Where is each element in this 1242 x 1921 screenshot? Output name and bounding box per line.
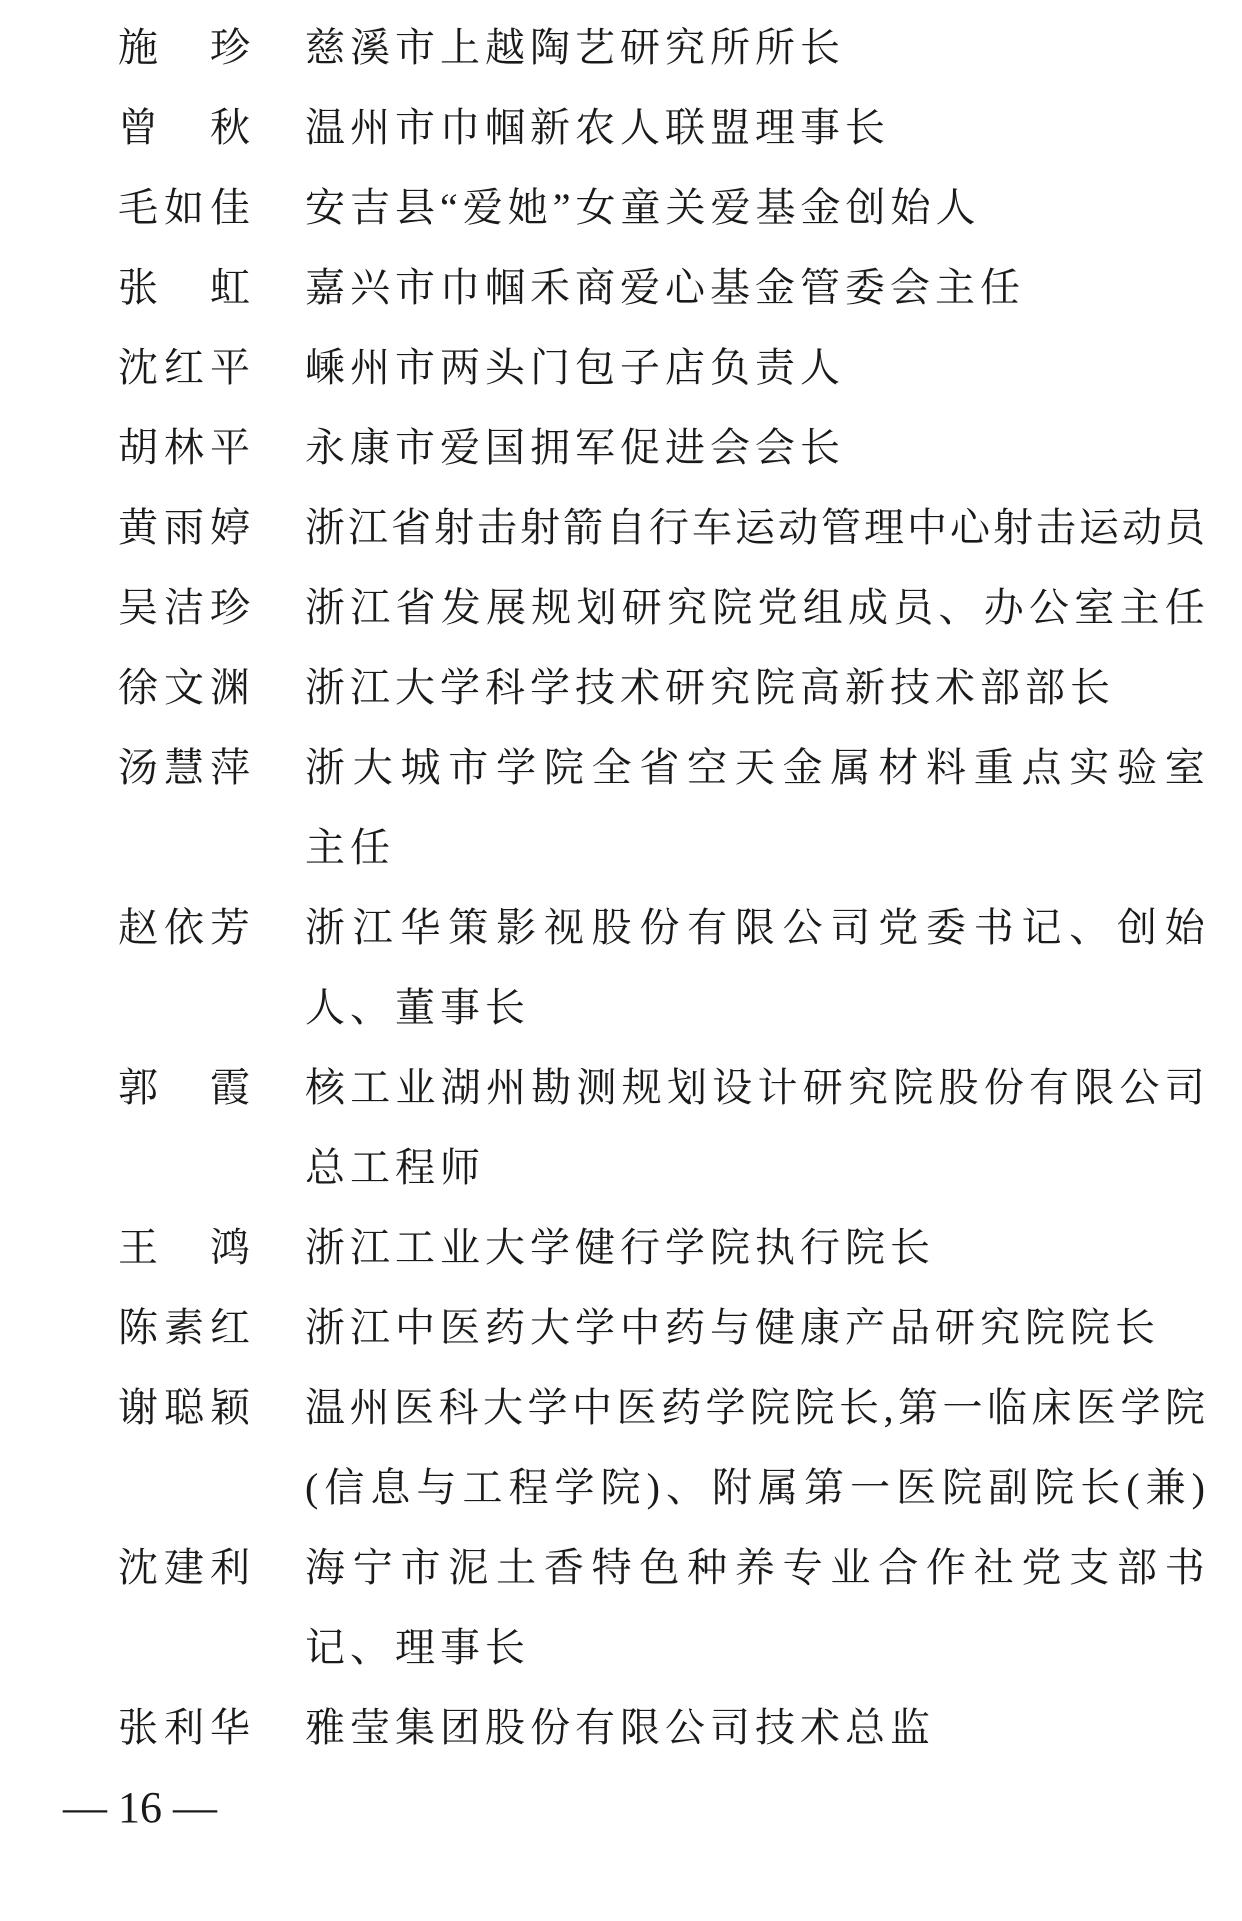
awardee-name: 吴 洁 珍 [118, 585, 250, 630]
awardee-name: 沈 建 利 [118, 1545, 250, 1590]
list-item [118, 568, 1242, 648]
awardee-title [305, 408, 1205, 488]
awardee-name: 胡 林 平 [118, 425, 250, 470]
title-line: ( 信 息 与 工 程 学 院 ) 、 附 属 第 一 医 院 副 院 长 ( 兼 ) [305, 1465, 1205, 1510]
awardee-title [305, 168, 1205, 248]
awardee-name: 黄 雨 婷 [118, 505, 250, 550]
title-line: 温州市巾帼新农人联盟理事长 [305, 105, 890, 150]
list-item [118, 88, 1242, 168]
awardee-name: 徐 文 渊 [118, 665, 250, 710]
list-item [118, 728, 1242, 888]
awardee-name: 陈 素 红 [118, 1305, 250, 1350]
awardee-title [305, 88, 1205, 168]
list-item [118, 1528, 1242, 1688]
awardee-title [305, 1528, 1205, 1688]
title-line: 慈溪市上越陶艺研究所所长 [305, 25, 845, 70]
title-line: 嘉兴市巾帼禾商爱心基金管委会主任 [305, 265, 1025, 310]
awardee-title [305, 488, 1205, 568]
title-line: 记、理事长 [305, 1625, 530, 1670]
awardee-title [305, 888, 1205, 1048]
title-line: 安吉县“爱她”女童关爱基金创始人 [305, 185, 981, 230]
title-line: 嵊州市两头门包子店负责人 [305, 345, 845, 390]
list-item [118, 328, 1242, 408]
page-number: — 16 — [63, 1783, 217, 1832]
title-line: 海 宁 市 泥 土 香 特 色 种 养 专 业 合 作 社 党 支 部 书 [305, 1545, 1205, 1590]
title-line: 浙 江 省 发 展 规 划 研 究 院 党 组 成 员 、 办 公 室 主 任 [305, 585, 1205, 630]
awardee-title [305, 1288, 1205, 1368]
list-item [118, 168, 1242, 248]
title-line: 雅莹集团股份有限公司技术总监 [305, 1705, 935, 1750]
list-item [118, 248, 1242, 328]
list-item [118, 1368, 1242, 1528]
awardee-name: 沈 红 平 [118, 345, 250, 390]
awardee-name: 赵 依 芳 [118, 905, 250, 950]
title-line: 永康市爱国拥军促进会会长 [305, 425, 845, 470]
title-line: 浙江工业大学健行学院执行院长 [305, 1225, 935, 1270]
title-line: 核 工 业 湖 州 勘 测 规 划 设 计 研 究 院 股 份 有 限 公 司 [305, 1065, 1205, 1110]
list-item [118, 888, 1242, 1048]
awardee-name: 曾 秋 [118, 105, 250, 150]
list-item [118, 1288, 1242, 1368]
title-line: 主任 [305, 825, 395, 870]
title-line: 总工程师 [305, 1145, 485, 1190]
awardee-name: 汤 慧 萍 [118, 745, 250, 790]
title-line: 浙 江 华 策 影 视 股 份 有 限 公 司 党 委 书 记 、 创 始 [305, 905, 1205, 950]
list-item [118, 408, 1242, 488]
list-item [118, 8, 1242, 88]
awardee-title [305, 328, 1205, 408]
awardee-name: 毛 如 佳 [118, 185, 250, 230]
awardee-name: 谢 聪 颖 [118, 1385, 250, 1430]
awardee-name: 施 珍 [118, 25, 250, 70]
title-line: 浙 大 城 市 学 院 全 省 空 天 金 属 材 料 重 点 实 验 室 [305, 745, 1205, 790]
list-item [118, 1688, 1242, 1768]
awardee-title [305, 568, 1205, 648]
title-line: 温 州 医 科 大 学 中 医 药 学 院 院 长 , 第 一 临 床 医 学 院 [305, 1385, 1205, 1430]
awardee-name: 张 利 华 [118, 1705, 250, 1750]
title-line: 浙江中医药大学中药与健康产品研究院院长 [305, 1305, 1160, 1350]
title-line: 浙江大学科学技术研究院高新技术部部长 [305, 665, 1115, 710]
awardee-title [305, 1368, 1205, 1528]
list-item [118, 1208, 1242, 1288]
title-line: 人、董事长 [305, 985, 530, 1030]
awardee-title [305, 1688, 1205, 1768]
awardee-name: 郭 霞 [118, 1065, 250, 1110]
title-line: 浙 江 省 射 击 射 箭 自 行 车 运 动 管 理 中 心 射 击 运 动 员 [305, 505, 1205, 550]
list-item [118, 1048, 1242, 1208]
awardee-title [305, 728, 1205, 888]
list-item [118, 488, 1242, 568]
awardee-name: 王 鸿 [118, 1225, 250, 1270]
list-item [118, 648, 1242, 728]
awardee-title [305, 1048, 1205, 1208]
awardee-title [305, 248, 1205, 328]
awardee-title [305, 8, 1205, 88]
awardee-title [305, 1208, 1205, 1288]
awardee-title [305, 648, 1205, 728]
awardee-name: 张 虹 [118, 265, 250, 310]
